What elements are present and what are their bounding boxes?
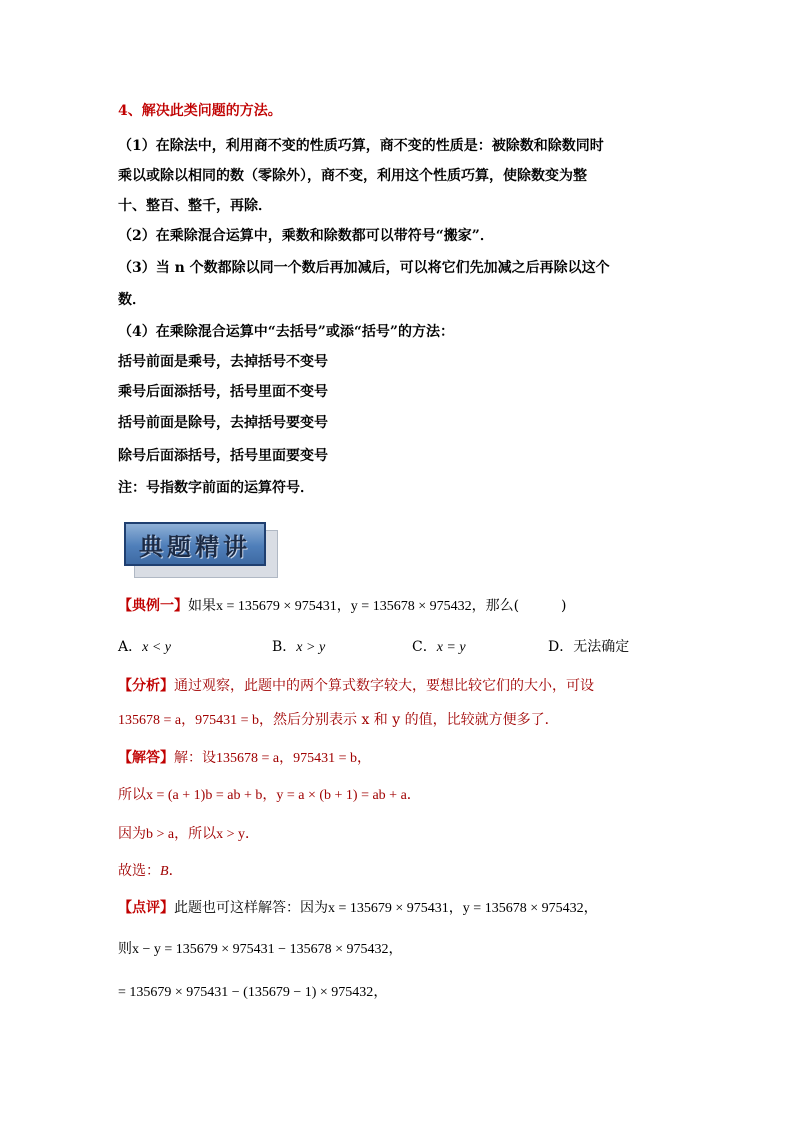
math-expr: b > a [146, 827, 175, 842]
solution-line-1 [118, 748, 371, 769]
separator: ， [181, 712, 196, 728]
math-expr: = 135679 × 975431 − (135679 − 1) × 975432 [118, 985, 374, 1000]
math-expr: 135678 = a [216, 751, 280, 766]
comment-tag: 【点评】 [118, 900, 174, 916]
solution-line-2 [118, 785, 421, 806]
option-d [548, 637, 629, 657]
separator: ， [373, 984, 388, 1000]
banner-title: 典题精讲 [139, 531, 251, 561]
option-text: x = y [436, 640, 466, 655]
option-c [412, 637, 466, 658]
comment-text: 此题也可这样解答：因为 [174, 900, 328, 916]
separator: ， [357, 750, 372, 766]
option-text: 无法确定 [573, 639, 630, 655]
separator: ， [262, 787, 277, 803]
solution-text: 故选： [118, 863, 160, 879]
solution-text: 所以 [118, 787, 146, 803]
separator: ． [245, 826, 260, 842]
comment-line-2 [118, 939, 402, 960]
math-expr: x > y [216, 827, 246, 842]
separator: ． [406, 787, 421, 803]
bracket-rule-3: 括号前面是除号，去掉括号要变号 [118, 415, 328, 431]
analysis-line-1 [118, 676, 594, 696]
solution-tag: 【解答】 [118, 750, 174, 766]
analysis-text: ，然后分别表示 x 和 y 的值，比较就方便多了． [259, 712, 559, 728]
option-text: x < y [142, 640, 171, 655]
separator: ， [388, 941, 403, 957]
math-expr: y = 135678 × 975432 [462, 901, 584, 916]
banner-face [124, 522, 266, 566]
comment-line-3 [118, 982, 387, 1003]
expr-x: x = 135679 × 975431 [216, 599, 337, 614]
separator: ， [279, 750, 294, 766]
stem-question: ，那么( ) [471, 598, 567, 614]
example-tag: 【典例一】 [118, 598, 188, 614]
separator: ， [448, 900, 463, 916]
math-expr: 135678 = a [118, 713, 182, 728]
math-expr: y = a × (b + 1) = ab + a [276, 788, 407, 803]
method-1-line-1: （1）在除法中，利用商不变的性质巧算，商不变的性质是：被除数和除数同时 [118, 138, 604, 154]
option-letter: A． [118, 639, 143, 655]
math-expr: x − y = 135679 × 975431 − 135678 × 975432 [132, 942, 389, 957]
method-1-line-3: 十、整百、整千，再除． [118, 198, 272, 214]
separator: ， [583, 900, 598, 916]
separator: ， [336, 598, 351, 614]
bracket-rule-4: 除号后面添括号，括号里面要变号 [118, 448, 328, 464]
answer-letter: B [160, 864, 169, 879]
comment-text: 则 [118, 941, 132, 957]
math-expr: x = (a + 1)b = ab + b [146, 788, 263, 803]
option-a [118, 637, 171, 658]
method-3-line-1: （3）当 n 个数都除以同一个数后再加减后，可以将它们先加减之后再除以这个 [118, 260, 610, 276]
analysis-text: 通过观察，此题中的两个算式数字较大，要想比较它们的大小，可设 [174, 678, 594, 694]
comment-line-1 [118, 898, 598, 919]
method-3-line-2: 数． [118, 292, 146, 308]
section-heading: 4、解决此类问题的方法。 [118, 103, 282, 119]
math-expr: 975431 = b [195, 713, 260, 728]
option-letter: B． [272, 639, 297, 655]
example-1-stem [118, 596, 567, 617]
solution-text: 因为 [118, 826, 146, 842]
solution-line-4 [118, 861, 183, 882]
solution-text: 解：设 [174, 750, 216, 766]
separator: ． [168, 863, 183, 879]
option-letter: C． [412, 639, 437, 655]
bracket-rule-2: 乘号后面添括号，括号里面不变号 [118, 384, 328, 400]
bracket-rule-1: 括号前面是乘号，去掉括号不变号 [118, 354, 328, 370]
stem-text: 如果 [188, 598, 216, 614]
analysis-tag: 【分析】 [118, 678, 174, 694]
expr-y: y = 135678 × 975432 [350, 599, 472, 614]
section-banner [124, 522, 276, 576]
option-text: x > y [296, 640, 326, 655]
option-b [272, 637, 325, 658]
math-expr: x = 135679 × 975431 [328, 901, 449, 916]
method-2: （2）在乘除混合运算中，乘数和除数都可以带符号“搬家”． [118, 228, 494, 244]
solution-text: ，所以 [174, 826, 217, 842]
method-4: （4）在乘除混合运算中“去括号”或添“括号”的方法： [118, 324, 454, 340]
option-letter: D． [548, 639, 574, 655]
analysis-line-2 [118, 710, 559, 731]
math-expr: 975431 = b [293, 751, 358, 766]
note: 注：号指数字前面的运算符号． [118, 480, 314, 496]
method-1-line-2: 乘以或除以相同的数（零除外），商不变，利用这个性质巧算，使除数变为整 [118, 168, 587, 184]
solution-line-3 [118, 824, 259, 845]
